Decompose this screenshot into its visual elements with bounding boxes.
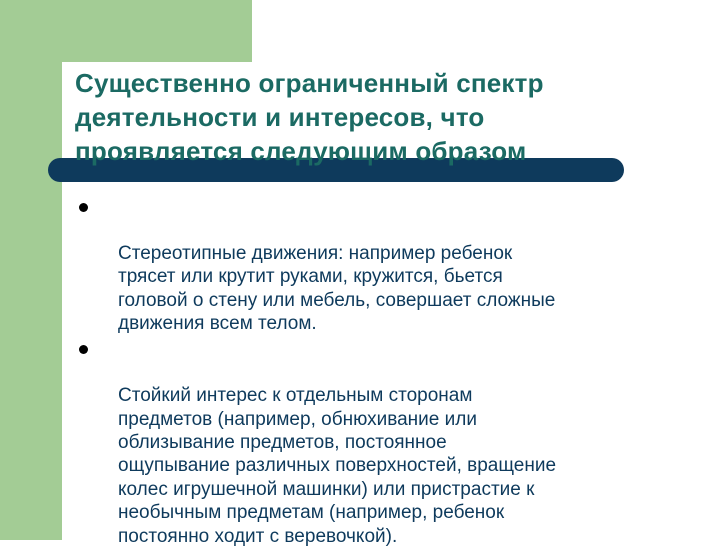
decorative-green-stripe-left [0,0,62,540]
bullet-dot-icon [79,345,88,354]
list-item [75,337,675,548]
bullet-dot-icon [79,203,88,212]
list-item [75,195,675,335]
bullet-text: Стойкий интерес к отдельным сторонам предметов (например, обнюхивание или облизывание предметов, постоянное ощупывание различных поверхностей, вращение колес игрушечной машинки) или пристрастие к необычным предметам (например, ребенок постоянно ходит с веревочкой). [118,385,557,547]
slide-title: Существенно ограниченный спектр деятельности и интересов, что проявляется следующим образом [75,68,544,166]
bullet-list [75,195,675,550]
bullet-text: Стереотипные движения: например ребенок трясет или крутит руками, кружится, бьется головой о стену или мебель, совершает сложные движения всем телом. [118,242,556,335]
